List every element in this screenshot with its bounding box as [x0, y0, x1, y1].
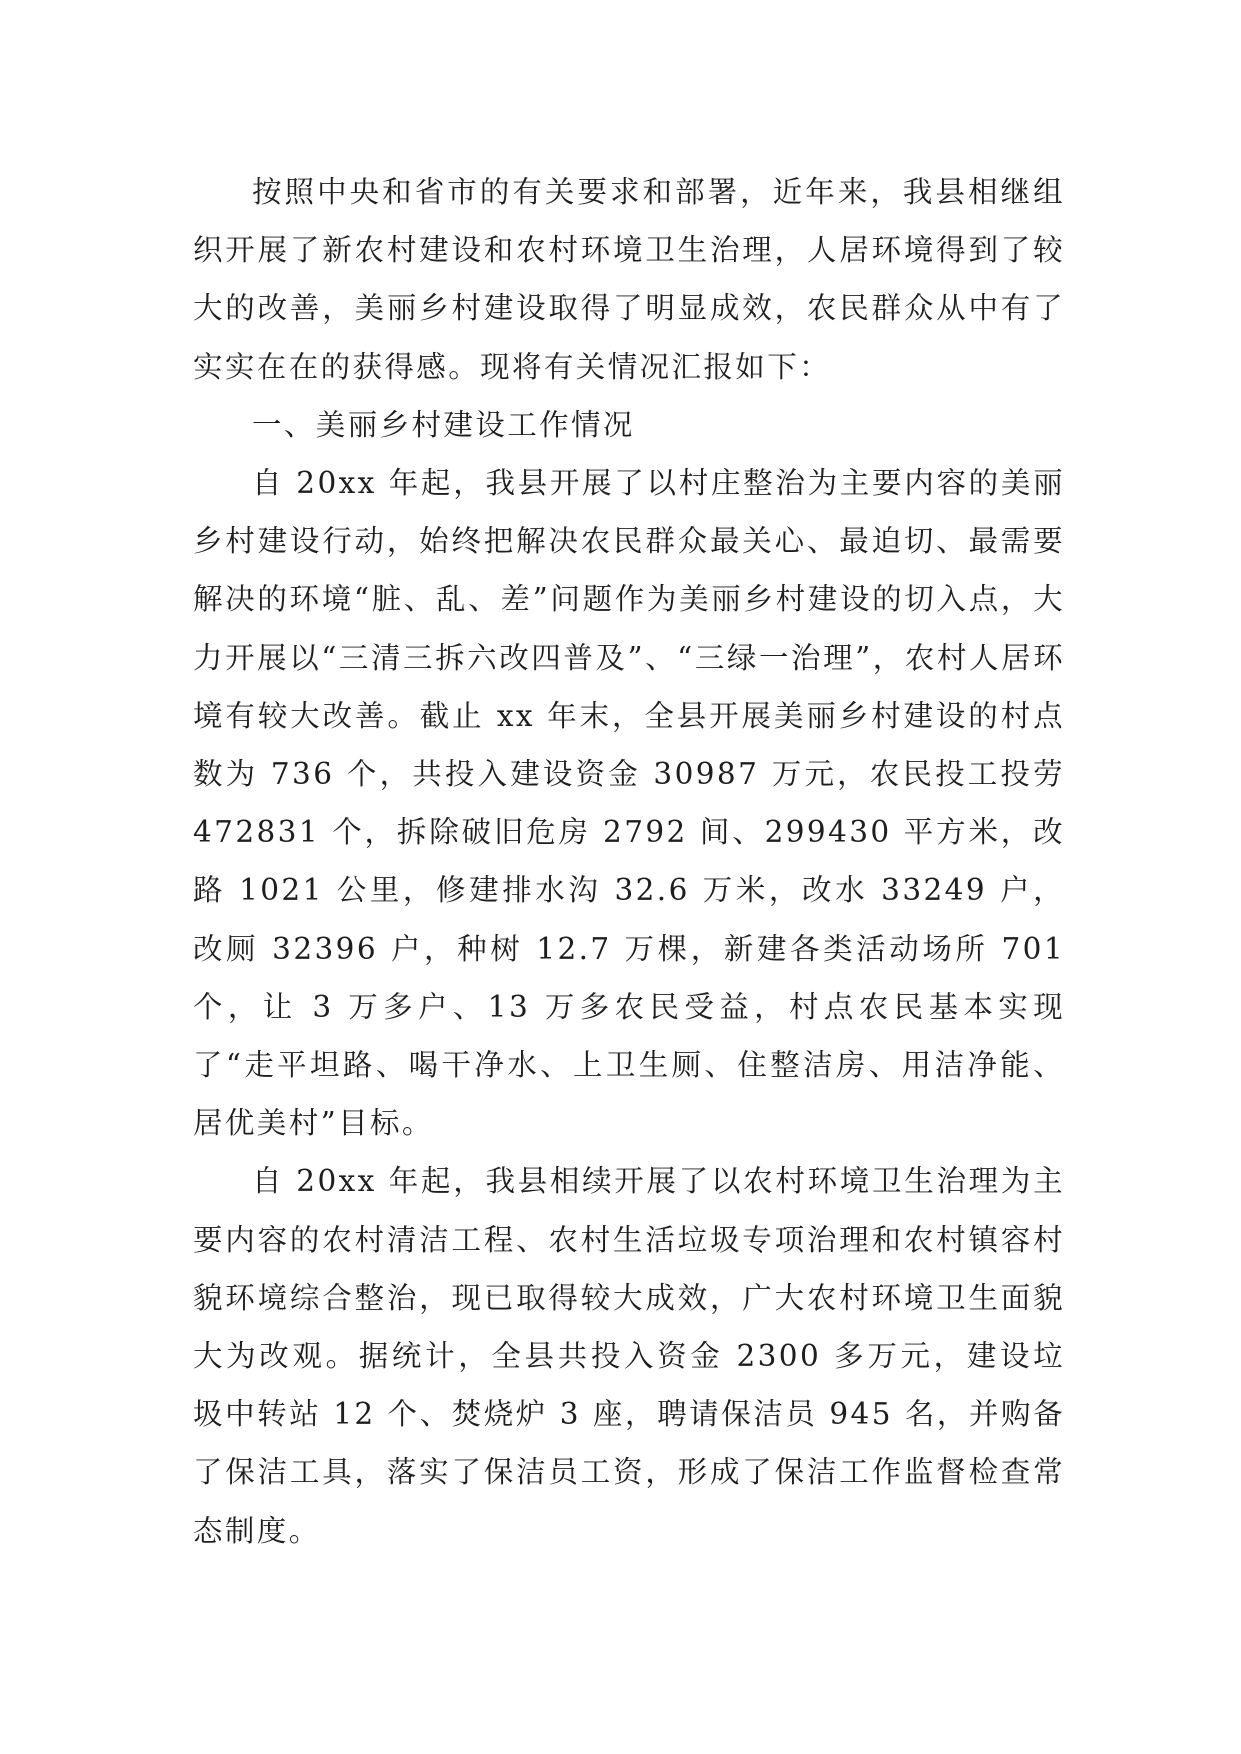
document-body: [193, 163, 1065, 1560]
body-paragraph: 自 20xx 年起，我县相续开展了以农村环境卫生治理为主要内容的农村清洁工程、农村生活垃圾专项治理和农村镇容村貌环境综合整治，现已取得较大成效，广大农村环境卫生面貌大为改观。据统计，全县共投入资金 2300 多万元，建设垃圾中转站 12 个、焚烧炉 3 座，聘请保洁员 945 名，并购备了保洁工具，落实了保洁员工资，形成了保洁工作监督检查常态制度。: [193, 1164, 1065, 1548]
intro-paragraph: 按照中央和省市的有关要求和部署，近年来，我县相继组织开展了新农村建设和农村环境卫生治理，人居环境得到了较大的改善，美丽乡村建设取得了明显成效，农民群众从中有了实实在在的获得感。现将有关情况汇报如下：: [193, 175, 1065, 384]
section-heading: 一、美丽乡村建设工作情况: [252, 407, 635, 442]
body-paragraph: 自 20xx 年起，我县开展了以村庄整治为主要内容的美丽乡村建设行动，始终把解决农民群众最关心、最迫切、最需要解决的环境“脏、乱、差”问题作为美丽乡村建设的切入点，大力开展以“三清三拆六改四普及”、“三绿一治理”，农村人居环境有较大改善。截止 xx 年末，全县开展美丽乡村建设的村点数为 736 个，共投入建设资金 30987 万元，农民投工投劳 472831 个，拆除破旧危房 2792 间、299430 平方米，改路 1021 公里，修建排水沟 32.6 万米，改水 33249 户，改厕 32396 户，种树 12.7 万棵，新建各类活动场所 701 个，让 3 万多户、13 万多农民受益，村点农民基本实现了“走平坦路、喝干净水、上卫生厕、住整洁房、用洁净能、居优美村”目标。: [193, 466, 1065, 1141]
